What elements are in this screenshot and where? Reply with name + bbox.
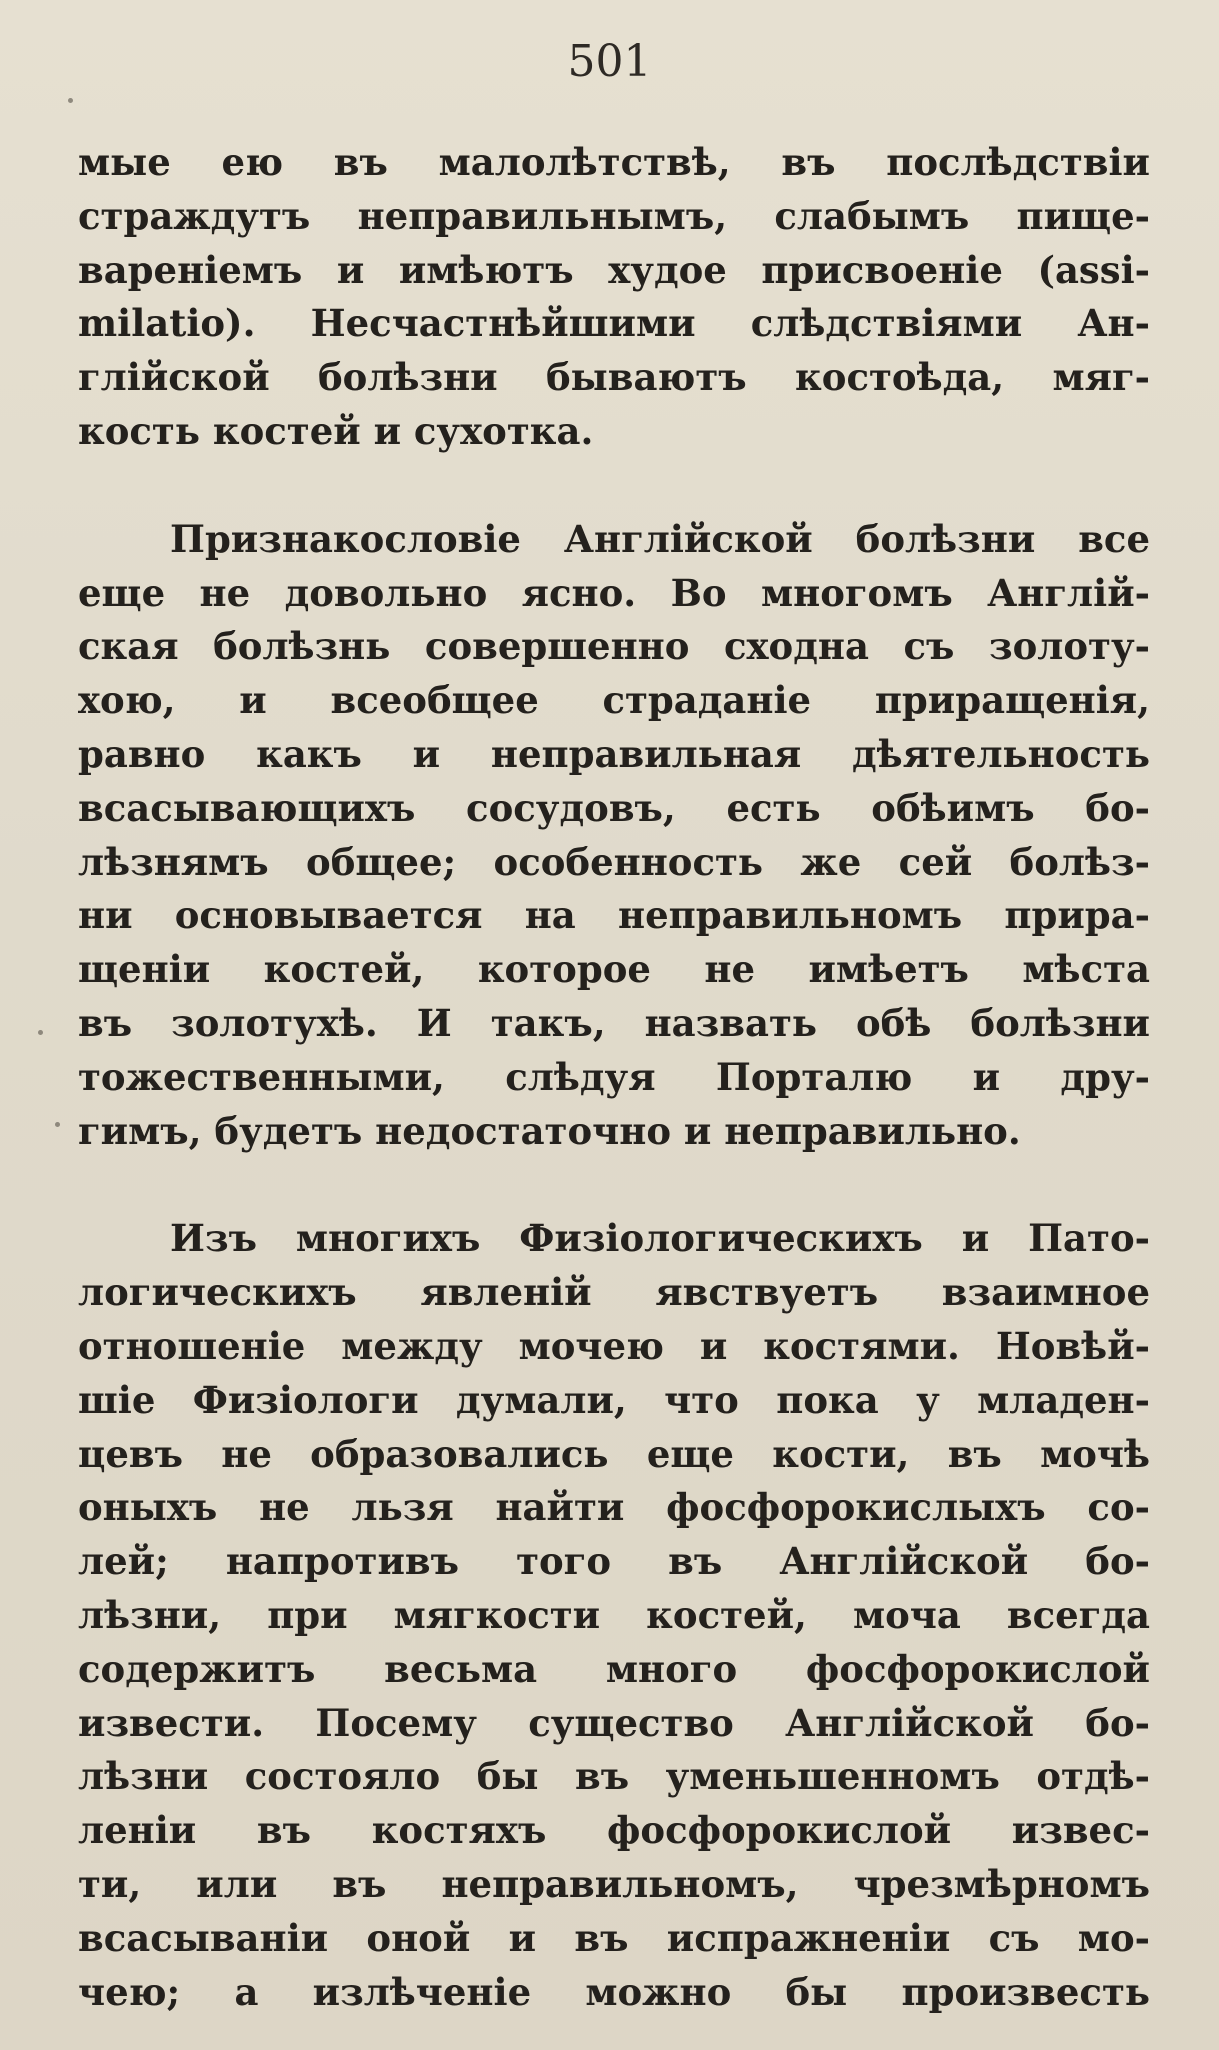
text-line: кость костей и сухотка. <box>78 408 594 453</box>
text-line: леніи въ костяхъ фосфорокислой извес- <box>78 1808 1150 1853</box>
text-line: milatio). Несчастнѣйшими слѣдствіями Ан- <box>78 301 1150 346</box>
text-line: ти, или въ неправильномъ, чрезмѣрномъ <box>78 1861 1150 1906</box>
text-line: вареніемъ и имѣютъ худое присвоеніе (assi- <box>78 247 1150 292</box>
text-line: страждутъ неправильнымъ, слабымъ пище- <box>78 193 1150 238</box>
paragraph-2 <box>78 513 1150 1159</box>
text-line: лѣзни состояло бы въ уменьшенномъ отдѣ- <box>78 1754 1150 1799</box>
text-line: оныхъ не льзя найти фосфорокислыхъ со- <box>78 1485 1150 1530</box>
text-line: чею; а излѣченіе можно бы произвесть <box>78 1969 1150 2014</box>
text-line: въ золотухѣ. И такъ, назвать обѣ болѣзни <box>78 1000 1150 1045</box>
text-line: мые ею въ малолѣтствѣ, въ послѣдствіи <box>78 140 1150 184</box>
text-line: глійской болѣзни бываютъ костоѣда, мяг- <box>78 355 1150 400</box>
paragraph-1 <box>78 136 1150 459</box>
text-line: цевъ не образовались еще кости, въ мочѣ <box>78 1431 1150 1476</box>
text-line: ская болѣзнь совершенно сходна съ золоту- <box>78 624 1150 669</box>
paper-speck <box>68 98 73 103</box>
text-line: шіе Физіологи думали, что пока у младен- <box>78 1377 1150 1422</box>
body-text <box>78 136 1150 2019</box>
text-line: лей; напротивъ того въ Англійской бо- <box>78 1539 1150 1584</box>
text-line: логическихъ явленій явствуетъ взаимное <box>78 1270 1150 1315</box>
text-line: тожественными, слѣдуя Порталю и дру- <box>78 1054 1150 1099</box>
paragraph-3 <box>78 1212 1150 2019</box>
text-line: хою, и всеобщее страданіе приращенія, <box>78 678 1150 723</box>
text-line: Признакословіе Англійской болѣзни все <box>170 516 1150 561</box>
text-line: гимъ, будетъ недостаточно и неправильно. <box>78 1108 1021 1153</box>
text-line: отношеніе между мочею и костями. Новѣй- <box>78 1323 1150 1368</box>
paper-speck <box>38 1030 43 1035</box>
page-number: 501 <box>567 36 652 87</box>
text-line: всасываніи оной и въ испражненіи съ мо- <box>78 1915 1150 1960</box>
text-line: лѣзнямъ общее; особенность же сей болѣз- <box>78 839 1150 884</box>
text-line: лѣзни, при мягкости костей, моча всегда <box>78 1592 1150 1637</box>
text-line: Изъ многихъ Физіологическихъ и Пато- <box>170 1216 1150 1261</box>
paper-speck <box>55 1122 60 1127</box>
text-line: ни основывается на неправильномъ прира- <box>78 893 1150 938</box>
text-line: извести. Посему существо Англійской бо- <box>78 1700 1150 1745</box>
text-line: всасывающихъ сосудовъ, есть обѣимъ бо- <box>78 785 1150 830</box>
text-line: еще не довольно ясно. Во многомъ Англій- <box>78 570 1150 615</box>
text-line: равно какъ и неправильная дѣятельность <box>78 731 1150 776</box>
text-line: содержитъ весьма много фосфорокислой <box>78 1646 1150 1691</box>
text-line: щеніи костей, которое не имѣетъ мѣста <box>78 947 1150 992</box>
